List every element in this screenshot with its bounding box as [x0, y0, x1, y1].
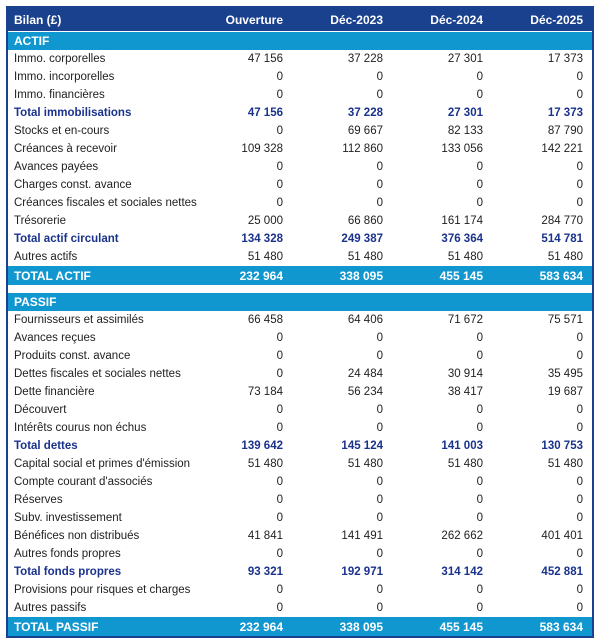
table-row-tr-sorerie	[8, 212, 592, 230]
row-label: Subv. investissement	[14, 512, 122, 524]
row-value: 0	[376, 332, 383, 344]
row-value: 338 095	[339, 619, 383, 634]
balance-sheet-table	[6, 6, 594, 638]
row-value: 284 770	[541, 215, 583, 227]
row-label: Dettes fiscales et sociales nettes	[14, 368, 181, 380]
table-body	[8, 32, 592, 636]
row-value: 69 667	[347, 125, 383, 137]
row-label: Stocks et en-cours	[14, 125, 110, 137]
row-value: 38 417	[447, 386, 483, 398]
row-value: 66 458	[247, 314, 283, 326]
row-label: Avances reçues	[14, 332, 96, 344]
table-row-autres-actifs	[8, 248, 592, 266]
row-label: Charges const. avance	[14, 179, 132, 191]
table-row-charges-const-avance	[8, 176, 592, 194]
row-value: 0	[376, 512, 383, 524]
table-title: Bilan (£)	[14, 12, 62, 27]
table-row-total-fonds-propres	[8, 563, 592, 581]
row-value: 56 234	[347, 386, 383, 398]
row-value: 0	[276, 422, 283, 434]
row-label: TOTAL ACTIF	[14, 268, 91, 283]
row-value: 82 133	[447, 125, 483, 137]
row-value: 0	[276, 494, 283, 506]
row-value: 87 790	[547, 125, 583, 137]
row-value: 0	[576, 404, 583, 416]
row-value: 51 480	[247, 251, 283, 263]
row-value: 51 480	[347, 458, 383, 470]
table-row-total-actif	[8, 266, 592, 285]
row-value: 0	[276, 197, 283, 209]
row-value: 0	[276, 584, 283, 596]
row-value: 0	[576, 584, 583, 596]
row-value: 0	[276, 404, 283, 416]
row-value: 0	[476, 602, 483, 614]
row-value: 0	[576, 548, 583, 560]
row-value: 0	[476, 89, 483, 101]
row-value: 47 156	[247, 53, 283, 65]
row-value: 0	[576, 161, 583, 173]
table-row-d-couvert	[8, 401, 592, 419]
row-value: 0	[376, 422, 383, 434]
row-value: 134 328	[241, 233, 283, 245]
row-value: 0	[376, 350, 383, 362]
row-value: 0	[276, 161, 283, 173]
row-value: 0	[476, 584, 483, 596]
table-row-total-immobilisations	[8, 104, 592, 122]
row-value: 249 387	[341, 233, 383, 245]
row-value: 51 480	[547, 458, 583, 470]
row-value: 0	[376, 602, 383, 614]
table-row-b-n-fices-non-distribu-s	[8, 527, 592, 545]
row-value: 133 056	[441, 143, 483, 155]
row-value: 17 373	[547, 53, 583, 65]
row-label: Immo. incorporelles	[14, 71, 115, 83]
table-row-dette-financi-re	[8, 383, 592, 401]
row-value: 232 964	[239, 268, 283, 283]
row-value: 30 914	[447, 368, 483, 380]
table-row-capital-social-et-primes-d-mission	[8, 455, 592, 473]
row-value: 262 662	[441, 530, 483, 542]
row-value: 109 328	[241, 143, 283, 155]
row-label: Autres passifs	[14, 602, 87, 614]
row-value: 145 124	[341, 440, 383, 452]
row-label: TOTAL PASSIF	[14, 619, 99, 634]
row-label: Produits const. avance	[14, 350, 131, 362]
row-label: Total immobilisations	[14, 107, 132, 119]
row-label: Immo. financières	[14, 89, 105, 101]
row-label: Bénéfices non distribués	[14, 530, 140, 542]
row-value: 142 221	[541, 143, 583, 155]
table-row-int-r-ts-courus-non-chus	[8, 419, 592, 437]
row-label: Fournisseurs et assimilés	[14, 314, 144, 326]
row-value: 0	[476, 350, 483, 362]
row-value: 19 687	[547, 386, 583, 398]
row-value: 0	[576, 332, 583, 344]
row-label: Découvert	[14, 404, 67, 416]
row-value: 0	[276, 179, 283, 191]
row-label: Capital social et primes d'émission	[14, 458, 191, 470]
row-value: 0	[376, 476, 383, 488]
row-value: 0	[476, 161, 483, 173]
row-value: 17 373	[547, 107, 583, 119]
table-row-autres-passifs	[8, 599, 592, 617]
row-label: Intérêts courus non échus	[14, 422, 147, 434]
row-value: 0	[476, 332, 483, 344]
row-value: 452 881	[541, 566, 583, 578]
row-value: 0	[276, 548, 283, 560]
row-value: 37 228	[347, 53, 383, 65]
row-value: 0	[476, 548, 483, 560]
row-value: 0	[476, 494, 483, 506]
row-label: Trésorerie	[14, 215, 66, 227]
row-value: 0	[576, 197, 583, 209]
row-value: 51 480	[347, 251, 383, 263]
row-value: 0	[276, 350, 283, 362]
row-value: 0	[276, 71, 283, 83]
row-label: Dette financière	[14, 386, 95, 398]
row-value: 73 184	[247, 386, 283, 398]
row-label: Réserves	[14, 494, 63, 506]
row-value: 66 860	[347, 215, 383, 227]
row-value: 51 480	[447, 458, 483, 470]
row-value: 25 000	[247, 215, 283, 227]
row-value: 583 634	[539, 268, 583, 283]
row-value: 93 321	[247, 566, 283, 578]
row-value: 0	[376, 197, 383, 209]
row-value: 583 634	[539, 619, 583, 634]
row-value: 0	[276, 368, 283, 380]
row-value: 0	[576, 71, 583, 83]
row-value: 0	[576, 512, 583, 524]
row-value: 0	[276, 512, 283, 524]
row-value: 139 642	[241, 440, 283, 452]
table-row-subv-investissement	[8, 509, 592, 527]
column-header-ouverture: Ouverture	[225, 12, 283, 27]
row-label: Immo. corporelles	[14, 53, 106, 65]
row-value: 0	[376, 89, 383, 101]
row-value: 0	[376, 404, 383, 416]
table-row-fournisseurs-et-assimil-s	[8, 311, 592, 329]
row-value: 27 301	[447, 53, 483, 65]
row-label: Total fonds propres	[14, 566, 122, 578]
row-label: Avances payées	[14, 161, 99, 173]
row-value: 0	[476, 476, 483, 488]
row-label: Créances fiscales et sociales nettes	[14, 197, 197, 209]
column-header-dec-2025: Déc-2025	[530, 12, 583, 27]
row-label: Total dettes	[14, 440, 78, 452]
row-value: 0	[376, 548, 383, 560]
table-row-cr-ances-fiscales-et-sociales-nettes	[8, 194, 592, 212]
row-value: 455 145	[439, 268, 483, 283]
row-value: 51 480	[447, 251, 483, 263]
row-value: 0	[376, 494, 383, 506]
row-value: 514 781	[541, 233, 583, 245]
row-label: Créances à recevoir	[14, 143, 117, 155]
row-value: 75 571	[547, 314, 583, 326]
row-value: 0	[576, 476, 583, 488]
table-row-total-passif	[8, 617, 592, 636]
table-row-avances-pay-es	[8, 158, 592, 176]
row-value: 376 364	[441, 233, 483, 245]
row-value: 0	[476, 404, 483, 416]
row-value: 71 672	[447, 314, 483, 326]
row-value: 0	[476, 197, 483, 209]
row-value: 112 860	[342, 143, 383, 155]
row-label: Autres fonds propres	[14, 548, 121, 560]
row-value: 0	[476, 71, 483, 83]
row-value: 0	[476, 512, 483, 524]
table-row-autres-fonds-propres	[8, 545, 592, 563]
row-value: 0	[576, 422, 583, 434]
table-row-r-serves	[8, 491, 592, 509]
row-value: 0	[576, 494, 583, 506]
row-value: 0	[576, 350, 583, 362]
row-value: 130 753	[541, 440, 583, 452]
row-value: 141 003	[441, 440, 483, 452]
column-header-dec-2023: Déc-2023	[330, 12, 383, 27]
row-value: 0	[376, 71, 383, 83]
spacer-row	[8, 285, 592, 293]
row-value: 35 495	[547, 368, 583, 380]
row-value: 141 491	[341, 530, 383, 542]
table-row-compte-courant-d-associ-s	[8, 473, 592, 491]
row-value: 0	[576, 89, 583, 101]
row-value: 0	[376, 161, 383, 173]
row-value: 51 480	[247, 458, 283, 470]
table-row-cr-ances-recevoir	[8, 140, 592, 158]
row-value: 27 301	[447, 107, 483, 119]
table-row-immo-financi-res	[8, 86, 592, 104]
row-value: 0	[276, 125, 283, 137]
row-value: 0	[376, 584, 383, 596]
row-value: 64 406	[347, 314, 383, 326]
column-header-dec-2024: Déc-2024	[430, 12, 483, 27]
table-row-produits-const-avance	[8, 347, 592, 365]
row-value: 0	[476, 422, 483, 434]
row-label: PASSIF	[14, 295, 57, 309]
row-value: 0	[576, 179, 583, 191]
table-row-passif	[8, 293, 592, 311]
row-value: 0	[576, 602, 583, 614]
row-value: 192 971	[341, 566, 383, 578]
row-value: 0	[276, 332, 283, 344]
table-row-actif	[8, 32, 592, 50]
table-row-avances-re-ues	[8, 329, 592, 347]
table-header-row	[8, 8, 592, 32]
row-value: 455 145	[439, 619, 483, 634]
table-row-total-dettes	[8, 437, 592, 455]
row-label: Provisions pour risques et charges	[14, 584, 191, 596]
row-value: 338 095	[339, 268, 383, 283]
row-value: 314 142	[441, 566, 483, 578]
row-value: 0	[376, 179, 383, 191]
table-row-total-actif-circulant	[8, 230, 592, 248]
row-value: 0	[476, 179, 483, 191]
row-value: 37 228	[347, 107, 383, 119]
row-value: 232 964	[239, 619, 283, 634]
table-row-stocks-et-en-cours	[8, 122, 592, 140]
row-value: 0	[276, 602, 283, 614]
row-value: 161 174	[441, 215, 483, 227]
row-value: 0	[276, 89, 283, 101]
row-label: ACTIF	[14, 34, 50, 48]
row-value: 0	[276, 476, 283, 488]
row-value: 401 401	[541, 530, 583, 542]
table-row-dettes-fiscales-et-sociales-nettes	[8, 365, 592, 383]
row-label: Total actif circulant	[14, 233, 119, 245]
row-value: 24 484	[347, 368, 383, 380]
table-row-provisions-pour-risques-et-charges	[8, 581, 592, 599]
row-value: 41 841	[247, 530, 283, 542]
row-label: Autres actifs	[14, 251, 78, 263]
table-row-immo-incorporelles	[8, 68, 592, 86]
row-value: 51 480	[547, 251, 583, 263]
row-label: Compte courant d'associés	[14, 476, 153, 488]
table-row-immo-corporelles	[8, 50, 592, 68]
row-value: 47 156	[247, 107, 283, 119]
